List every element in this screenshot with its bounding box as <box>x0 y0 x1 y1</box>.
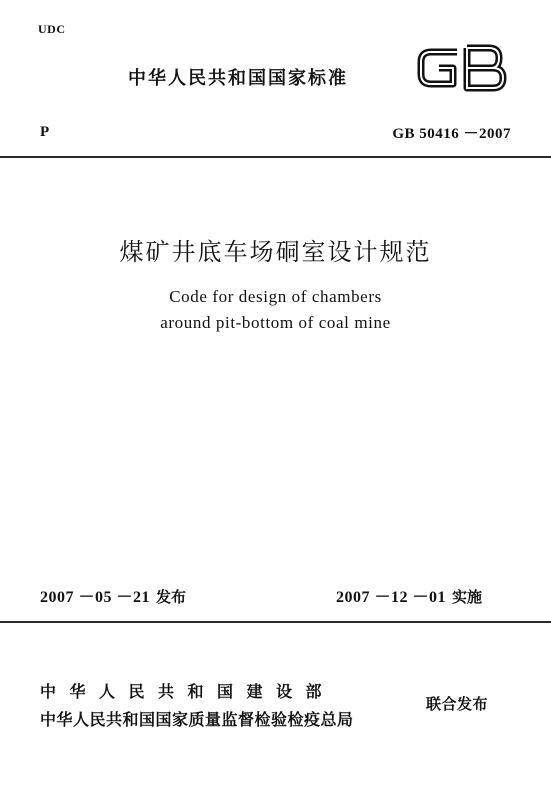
document-title-cn: 煤矿井底车场硐室设计规范 <box>119 238 432 266</box>
issuer-aqsiq: 中华人民共和国国家质量监督检验检疫总局 <box>40 710 354 729</box>
udc-label: UDC <box>38 22 66 36</box>
issue-date-block <box>40 584 186 607</box>
document-title-en-line1: Code for design of chambers <box>169 287 382 306</box>
category-code: P <box>40 124 50 140</box>
standard-number: GB 50416 －2007 <box>392 126 511 142</box>
implement-date-block <box>336 584 482 607</box>
gb-logo-icon <box>413 40 511 96</box>
bottom-divider <box>0 621 551 623</box>
issue-date: 2007 －05 －21 <box>40 589 151 606</box>
implement-date: 2007 －12 －01 <box>336 589 447 606</box>
issue-label: 发布 <box>156 588 187 606</box>
joint-issue-label: 联合发布 <box>426 695 489 713</box>
issuer-ministry: 中华人民共和国建设部 <box>40 682 336 701</box>
implement-label: 实施 <box>452 588 483 606</box>
document-title-en-line2: around pit-bottom of coal mine <box>160 313 391 332</box>
national-standard-heading: 中华人民共和国国家标准 <box>128 68 348 89</box>
top-divider <box>0 156 551 158</box>
